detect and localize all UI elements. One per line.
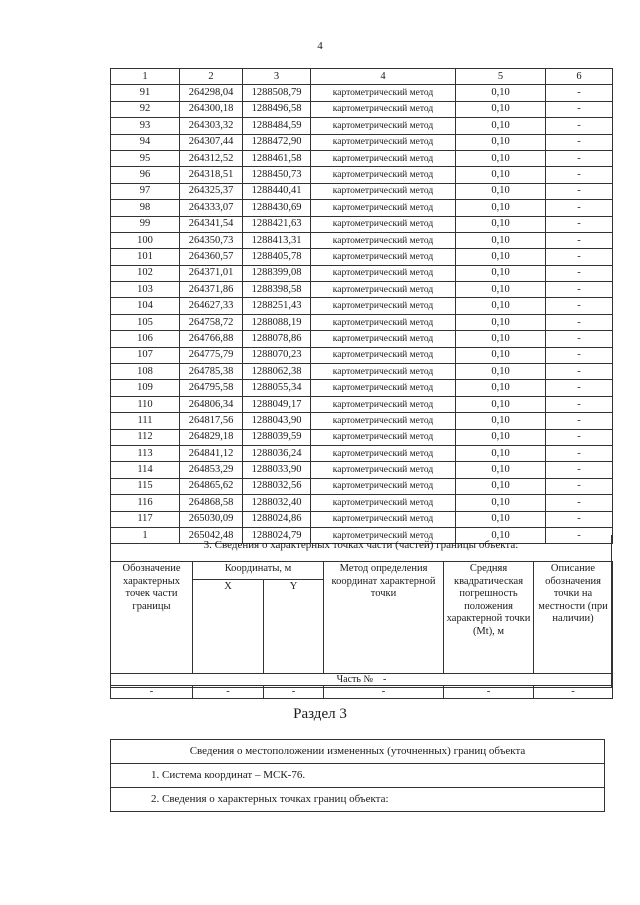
- error-value: 0,10: [456, 101, 546, 117]
- y-coordinate: 1288421,63: [243, 216, 311, 232]
- description: -: [546, 478, 613, 494]
- error-value: 0,10: [456, 511, 546, 527]
- method: картометрический метод: [311, 118, 456, 134]
- description: -: [546, 445, 613, 461]
- point-number: 101: [111, 249, 180, 265]
- column-number: 1: [111, 69, 180, 85]
- table-row: [111, 331, 613, 347]
- table-row: [111, 282, 613, 298]
- description: -: [546, 183, 613, 199]
- point-number: 1: [111, 527, 180, 543]
- point-number: 113: [111, 445, 180, 461]
- point-number: 115: [111, 478, 180, 494]
- y-coordinate: 1288039,59: [243, 429, 311, 445]
- method: картометрический метод: [311, 445, 456, 461]
- x-coordinate: 265042,48: [180, 527, 243, 543]
- table-row: [111, 265, 613, 281]
- method: картометрический метод: [311, 216, 456, 232]
- error-value: 0,10: [456, 118, 546, 134]
- point-number: 100: [111, 232, 180, 248]
- error-value: 0,10: [456, 331, 546, 347]
- y-coordinate: 1288088,19: [243, 314, 311, 330]
- x-coordinate: 264350,73: [180, 232, 243, 248]
- page-number: 4: [317, 40, 323, 52]
- description: -: [546, 85, 613, 101]
- method: картометрический метод: [311, 101, 456, 117]
- error-value: 0,10: [456, 249, 546, 265]
- description: -: [546, 429, 613, 445]
- point-number: 105: [111, 314, 180, 330]
- method: картометрический метод: [311, 314, 456, 330]
- error-value: 0,10: [456, 134, 546, 150]
- method: картометрический метод: [311, 134, 456, 150]
- x-coordinate: 265030,09: [180, 511, 243, 527]
- y-coordinate: 1288032,56: [243, 478, 311, 494]
- y-coordinate: 1288036,24: [243, 445, 311, 461]
- error-value: 0,10: [456, 413, 546, 429]
- error-value: 0,10: [456, 85, 546, 101]
- method: картометрический метод: [311, 282, 456, 298]
- point-number: 91: [111, 85, 180, 101]
- table-row: [111, 347, 613, 363]
- error-value: 0,10: [456, 298, 546, 314]
- x-coordinate: 264325,37: [180, 183, 243, 199]
- section-title: Раздел 3: [293, 706, 347, 722]
- table-row: [111, 85, 613, 101]
- error-value: 0,10: [456, 527, 546, 543]
- y-coordinate: 1288049,17: [243, 396, 311, 412]
- method: картометрический метод: [311, 462, 456, 478]
- header-description: Описание обозначения точки на местности (при наличии): [534, 562, 613, 660]
- y-coordinate: 1288078,86: [243, 331, 311, 347]
- y-coordinate: 1288405,78: [243, 249, 311, 265]
- method: картометрический метод: [311, 511, 456, 527]
- description: -: [546, 298, 613, 314]
- part-points-title: 3. Сведения о характерных точках части (частей) границы объекта:: [203, 539, 519, 551]
- method: картометрический метод: [311, 232, 456, 248]
- description: -: [546, 380, 613, 396]
- points-table: [110, 68, 613, 544]
- point-number: 93: [111, 118, 180, 134]
- table-row: [111, 413, 613, 429]
- method: картометрический метод: [311, 396, 456, 412]
- x-coordinate: 264371,01: [180, 265, 243, 281]
- table-row: [111, 150, 613, 166]
- y-coordinate: 1288508,79: [243, 85, 311, 101]
- y-coordinate: 1288484,59: [243, 118, 311, 134]
- error-value: 0,10: [456, 429, 546, 445]
- y-coordinate: 1288496,58: [243, 101, 311, 117]
- x-coordinate: 264298,04: [180, 85, 243, 101]
- error-value: 0,10: [456, 282, 546, 298]
- method: картометрический метод: [311, 298, 456, 314]
- point-number: 112: [111, 429, 180, 445]
- part-number-value: -: [383, 674, 387, 685]
- header-method: Метод определения координат характерной точки: [324, 562, 444, 660]
- method: картометрический метод: [311, 429, 456, 445]
- method: картометрический метод: [311, 331, 456, 347]
- characteristic-points-heading: 2. Сведения о характерных точках границ объекта:: [151, 793, 389, 805]
- method: картометрический метод: [311, 495, 456, 511]
- column-number: 3: [243, 69, 311, 85]
- table-row: [111, 200, 613, 216]
- error-value: 0,10: [456, 200, 546, 216]
- x-coordinate: 264300,18: [180, 101, 243, 117]
- point-number: 104: [111, 298, 180, 314]
- method: картометрический метод: [311, 183, 456, 199]
- empty-cell: -: [534, 686, 613, 699]
- method: картометрический метод: [311, 150, 456, 166]
- point-number: 98: [111, 200, 180, 216]
- x-coordinate: 264806,34: [180, 396, 243, 412]
- table-row: [111, 118, 613, 134]
- error-value: 0,10: [456, 265, 546, 281]
- x-coordinate: 264817,56: [180, 413, 243, 429]
- x-coordinate: 264775,79: [180, 347, 243, 363]
- method: картометрический метод: [311, 527, 456, 543]
- x-coordinate: 264829,18: [180, 429, 243, 445]
- y-coordinate: 1288070,23: [243, 347, 311, 363]
- method: картометрический метод: [311, 364, 456, 380]
- x-coordinate: 264318,51: [180, 167, 243, 183]
- table-row: [111, 380, 613, 396]
- table-row: [111, 134, 613, 150]
- description: -: [546, 101, 613, 117]
- description: -: [546, 462, 613, 478]
- error-value: 0,10: [456, 380, 546, 396]
- column-number-row: [111, 69, 613, 85]
- point-number: 111: [111, 413, 180, 429]
- point-number: 116: [111, 495, 180, 511]
- description: -: [546, 118, 613, 134]
- x-coordinate: 264766,88: [180, 331, 243, 347]
- description: -: [546, 282, 613, 298]
- x-coordinate: 264360,57: [180, 249, 243, 265]
- point-number: 109: [111, 380, 180, 396]
- method: картометрический метод: [311, 200, 456, 216]
- y-coordinate: 1288055,34: [243, 380, 311, 396]
- description: -: [546, 265, 613, 281]
- point-number: 106: [111, 331, 180, 347]
- point-number: 107: [111, 347, 180, 363]
- description: -: [546, 216, 613, 232]
- method: картометрический метод: [311, 265, 456, 281]
- header-y: Y: [264, 580, 324, 660]
- y-coordinate: 1288043,90: [243, 413, 311, 429]
- y-coordinate: 1288398,58: [243, 282, 311, 298]
- table-row: [111, 495, 613, 511]
- table-row: [111, 216, 613, 232]
- description: -: [546, 396, 613, 412]
- point-number: 102: [111, 265, 180, 281]
- point-number: 96: [111, 167, 180, 183]
- point-number: 108: [111, 364, 180, 380]
- method: картометрический метод: [311, 347, 456, 363]
- y-coordinate: 1288399,08: [243, 265, 311, 281]
- error-value: 0,10: [456, 232, 546, 248]
- table-row: [111, 478, 613, 494]
- method: картометрический метод: [311, 85, 456, 101]
- y-coordinate: 1288251,43: [243, 298, 311, 314]
- changed-bounds-box: [110, 739, 605, 812]
- description: -: [546, 314, 613, 330]
- error-value: 0,10: [456, 216, 546, 232]
- error-value: 0,10: [456, 150, 546, 166]
- description: -: [546, 413, 613, 429]
- y-coordinate: 1288024,86: [243, 511, 311, 527]
- column-number: 5: [456, 69, 546, 85]
- description: -: [546, 331, 613, 347]
- table-row: [111, 429, 613, 445]
- error-value: 0,10: [456, 314, 546, 330]
- point-number: 103: [111, 282, 180, 298]
- error-value: 0,10: [456, 167, 546, 183]
- empty-cell: -: [324, 686, 444, 699]
- empty-cell: -: [193, 686, 264, 699]
- x-coordinate: 264865,62: [180, 478, 243, 494]
- error-value: 0,10: [456, 347, 546, 363]
- part-number-row: [111, 674, 613, 686]
- x-coordinate: 264841,12: [180, 445, 243, 461]
- description: -: [546, 134, 613, 150]
- x-coordinate: 264307,44: [180, 134, 243, 150]
- y-coordinate: 1288461,58: [243, 150, 311, 166]
- point-number: 110: [111, 396, 180, 412]
- method: картометрический метод: [311, 380, 456, 396]
- table-row: [111, 101, 613, 117]
- point-number: 95: [111, 150, 180, 166]
- description: -: [546, 527, 613, 543]
- x-coordinate: 264868,58: [180, 495, 243, 511]
- header-error: Средняя квадратическая погрешность положения характерной точки (Mt), м: [444, 562, 534, 660]
- table-row: [111, 364, 613, 380]
- empty-cell: -: [111, 686, 193, 699]
- x-coordinate: 264371,86: [180, 282, 243, 298]
- table-row: [111, 445, 613, 461]
- table-row: [111, 167, 613, 183]
- table-row: [111, 298, 613, 314]
- point-number: 94: [111, 134, 180, 150]
- x-coordinate: 264785,38: [180, 364, 243, 380]
- method: картометрический метод: [311, 249, 456, 265]
- x-coordinate: 264853,29: [180, 462, 243, 478]
- x-coordinate: 264312,52: [180, 150, 243, 166]
- table-row: [111, 462, 613, 478]
- description: -: [546, 232, 613, 248]
- error-value: 0,10: [456, 462, 546, 478]
- y-coordinate: 1288024,79: [243, 527, 311, 543]
- y-coordinate: 1288450,73: [243, 167, 311, 183]
- table-row: [111, 183, 613, 199]
- point-number: 99: [111, 216, 180, 232]
- x-coordinate: 264303,32: [180, 118, 243, 134]
- part-points-section: [110, 535, 612, 697]
- description: -: [546, 167, 613, 183]
- method: картометрический метод: [311, 167, 456, 183]
- y-coordinate: 1288430,69: [243, 200, 311, 216]
- table-row: [111, 314, 613, 330]
- table-row: [111, 249, 613, 265]
- header-designation: Обозначение характерных точек части границы: [111, 562, 193, 660]
- y-coordinate: 1288413,31: [243, 232, 311, 248]
- y-coordinate: 1288472,90: [243, 134, 311, 150]
- error-value: 0,10: [456, 478, 546, 494]
- x-coordinate: 264627,33: [180, 298, 243, 314]
- x-coordinate: 264795,58: [180, 380, 243, 396]
- table-row: [111, 511, 613, 527]
- method: картометрический метод: [311, 478, 456, 494]
- x-coordinate: 264341,54: [180, 216, 243, 232]
- point-number: 97: [111, 183, 180, 199]
- header-x: X: [193, 580, 264, 660]
- y-coordinate: 1288032,40: [243, 495, 311, 511]
- description: -: [546, 495, 613, 511]
- error-value: 0,10: [456, 183, 546, 199]
- y-coordinate: 1288062,38: [243, 364, 311, 380]
- description: -: [546, 200, 613, 216]
- table-row: [111, 232, 613, 248]
- error-value: 0,10: [456, 396, 546, 412]
- x-coordinate: 264333,07: [180, 200, 243, 216]
- column-number: 4: [311, 69, 456, 85]
- part-points-table: [110, 561, 613, 699]
- method: картометрический метод: [311, 413, 456, 429]
- coordinate-system: 1. Система координат – МСК-76.: [111, 764, 604, 788]
- x-coordinate: 264758,72: [180, 314, 243, 330]
- error-value: 0,10: [456, 445, 546, 461]
- description: -: [546, 249, 613, 265]
- table-row: [111, 396, 613, 412]
- header-coordinates: Координаты, м: [193, 562, 324, 580]
- y-coordinate: 1288033,90: [243, 462, 311, 478]
- column-number: 2: [180, 69, 243, 85]
- point-number: 114: [111, 462, 180, 478]
- y-coordinate: 1288440,41: [243, 183, 311, 199]
- description: -: [546, 150, 613, 166]
- empty-cell: -: [444, 686, 534, 699]
- description: -: [546, 347, 613, 363]
- part-number-label: Часть №: [336, 674, 374, 685]
- error-value: 0,10: [456, 364, 546, 380]
- description: -: [546, 511, 613, 527]
- point-number: 92: [111, 101, 180, 117]
- column-number: 6: [546, 69, 613, 85]
- changed-bounds-title: Сведения о местоположении измененных (уточненных) границ объекта: [111, 740, 604, 764]
- description: -: [546, 364, 613, 380]
- error-value: 0,10: [456, 495, 546, 511]
- point-number: 117: [111, 511, 180, 527]
- empty-cell: -: [264, 686, 324, 699]
